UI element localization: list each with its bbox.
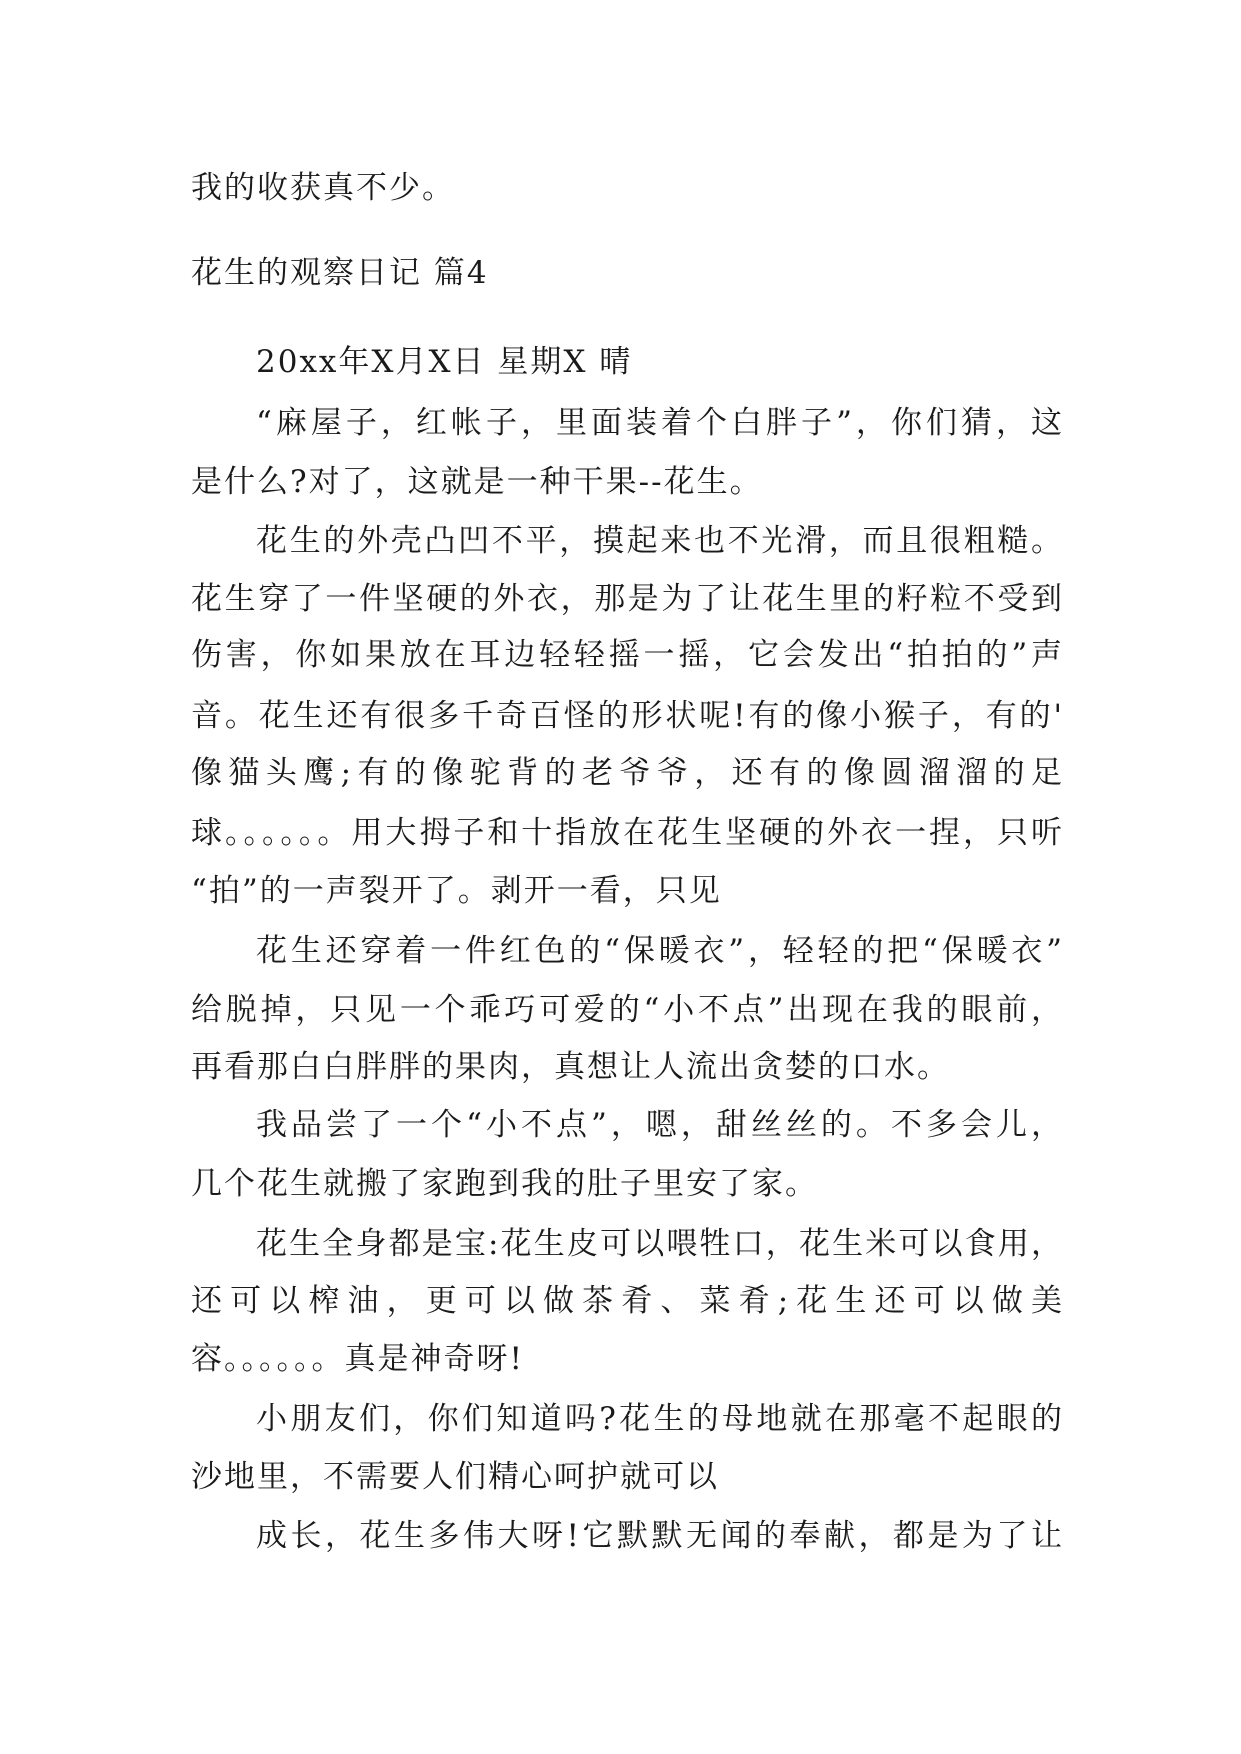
paragraph-line: 花生的外壳凸凹不平，摸起来也不光滑，而且很粗糙。 <box>256 523 1062 559</box>
paragraph-line: 再看那白白胖胖的果肉，真想让人流出贪婪的口水。 <box>191 1049 950 1085</box>
paragraph-line: 花生还穿着一件红色的“保暖衣”，轻轻的把“保暖衣” <box>256 933 1062 969</box>
paragraph-line: 伤害，你如果放在耳边轻轻摇一摇，它会发出“拍拍的”声 <box>191 637 1062 673</box>
paragraph-line: “拍”的一声裂开了。剥开一看，只见 <box>191 873 722 909</box>
paragraph-line: 我品尝了一个“小不点”，嗯，甜丝丝的。不多会儿， <box>256 1107 1062 1143</box>
paragraph-line: 花生穿了一件坚硬的外衣，那是为了让花生里的籽粒不受到 <box>191 581 1062 617</box>
date-line: 20xx年X月X日 星期X 晴 <box>256 344 633 380</box>
paragraph-line: 沙地里，不需要人们精心呵护就可以 <box>191 1459 719 1495</box>
paragraph-line: 还可以榨油，更可以做茶肴、菜肴;花生还可以做美 <box>191 1283 1062 1319</box>
paragraph-line: 小朋友们，你们知道吗?花生的母地就在那毫不起眼的 <box>256 1401 1062 1437</box>
closing-line: 我的收获真不少。 <box>191 170 455 206</box>
paragraph-line: 像猫头鹰;有的像驼背的老爷爷，还有的像圆溜溜的足 <box>191 755 1062 791</box>
paragraph-line: 是什么?对了，这就是一种干果--花生。 <box>191 464 763 500</box>
paragraph-line: “麻屋子，红帐子，里面装着个白胖子”，你们猜，这 <box>256 405 1062 441</box>
paragraph-line: 几个花生就搬了家跑到我的肚子里安了家。 <box>191 1166 818 1202</box>
paragraph-line: 成长，花生多伟大呀!它默默无闻的奉献，都是为了让 <box>256 1518 1062 1554</box>
paragraph-line: 容。。。。。。真是神奇呀! <box>191 1341 524 1377</box>
paragraph-line: 音。花生还有很多千奇百怪的形状呢!有的像小猴子，有的' <box>191 698 1062 734</box>
paragraph-line: 给脱掉，只见一个乖巧可爱的“小不点”出现在我的眼前， <box>191 992 1062 1028</box>
paragraph-line: 球。。。。。。用大拇子和十指放在花生坚硬的外衣一捏，只听 <box>191 815 1062 851</box>
section-title: 花生的观察日记 篇4 <box>191 255 489 291</box>
paragraph-line: 花生全身都是宝:花生皮可以喂牲口，花生米可以食用， <box>256 1226 1062 1262</box>
